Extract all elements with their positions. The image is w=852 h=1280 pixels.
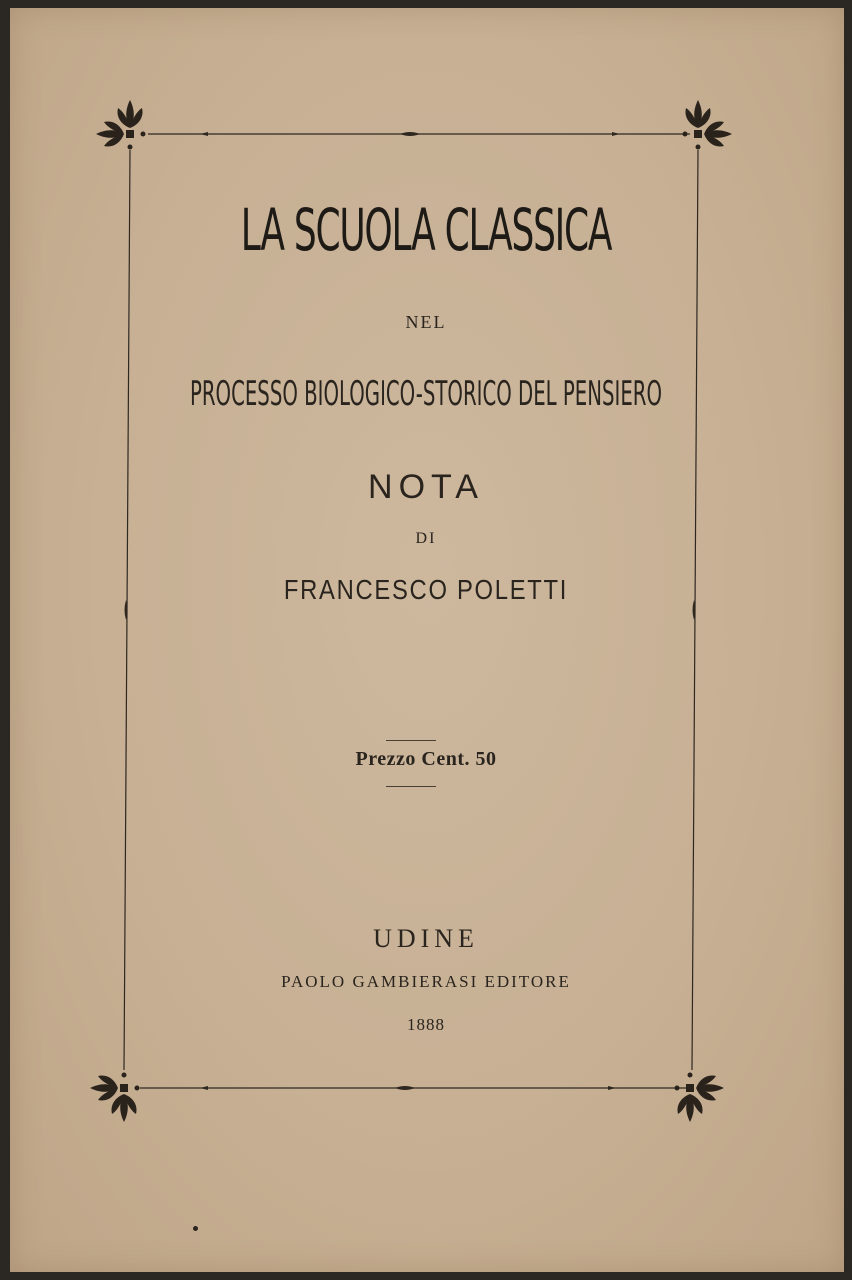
- title-connector: NEL: [405, 312, 447, 332]
- author-name: FRANCESCO POLETTI: [283, 574, 569, 605]
- publication-city: UDINE: [373, 924, 479, 953]
- corner-ornament-top-right: [683, 100, 733, 150]
- price-rule-top: [386, 740, 436, 741]
- corner-ornament-top-left: [96, 100, 146, 150]
- publisher-name: PAOLO GAMBIERASI EDITORE: [281, 972, 571, 991]
- corner-ornament-bottom-right: [675, 1073, 725, 1123]
- price-label: Prezzo Cent. 50: [355, 748, 497, 770]
- author-prefix: DI: [415, 530, 437, 547]
- publication-year: 1888: [407, 1015, 445, 1034]
- book-title: LA SCUOLA CLASSICA: [240, 196, 612, 264]
- corner-ornament-bottom-left: [90, 1073, 140, 1123]
- paper-blemish: [193, 1226, 198, 1231]
- genre-label: NOTA: [368, 468, 484, 506]
- book-subtitle: PROCESSO BIOLOGICO-STORICO DEL PENSIERO: [189, 374, 663, 414]
- price-rule-bottom: [386, 786, 436, 787]
